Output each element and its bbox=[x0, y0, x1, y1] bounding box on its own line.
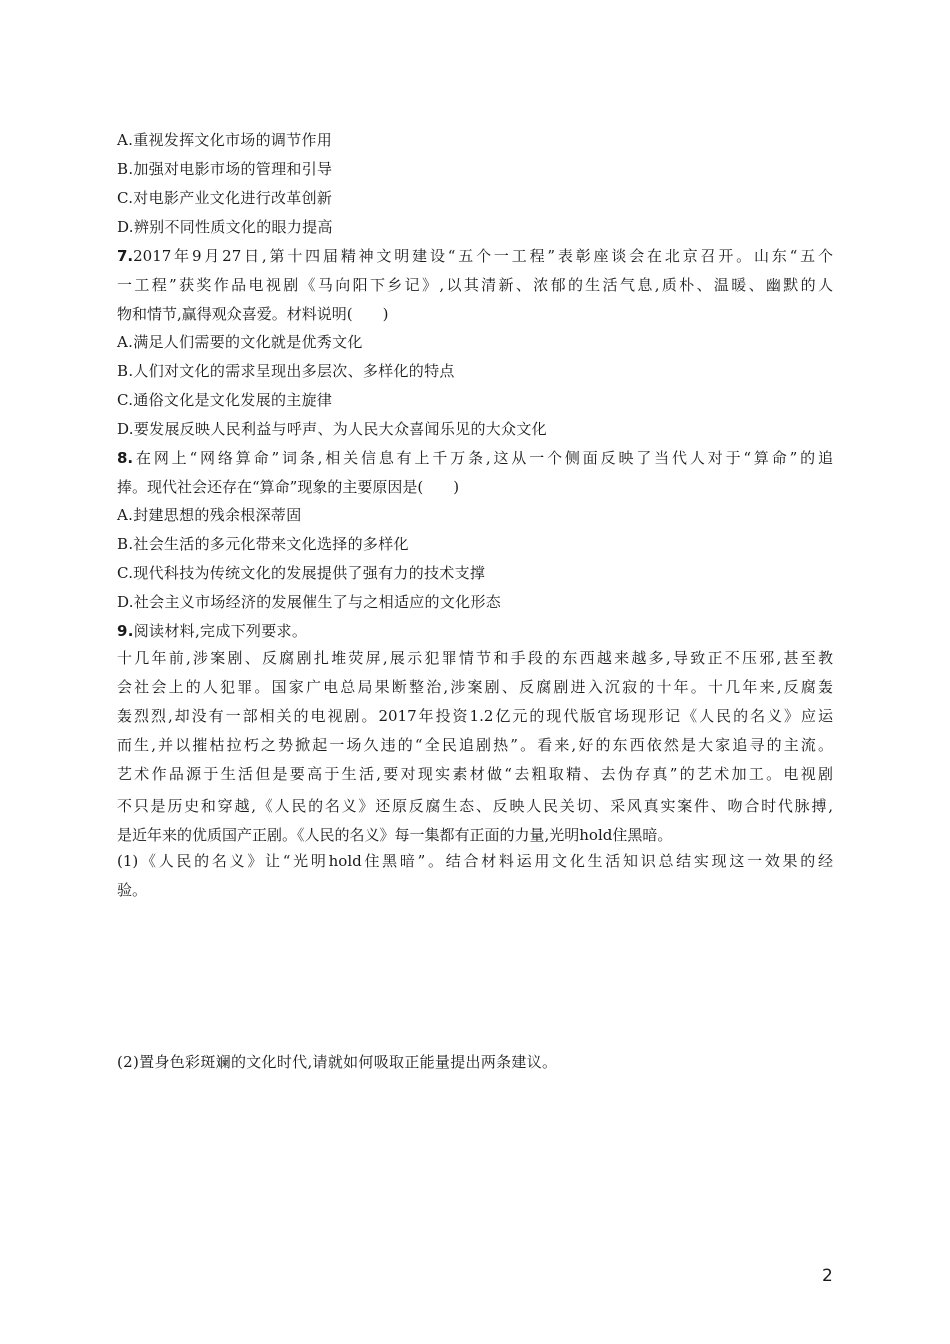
q9-stem: 9.阅读材料,完成下列要求。 bbox=[117, 622, 308, 640]
q6-option-c: C.对电影产业文化进行改革创新 bbox=[117, 189, 333, 207]
q7-number: 7. bbox=[117, 247, 134, 265]
q7-option-c: C.通俗文化是文化发展的主旋律 bbox=[117, 391, 333, 409]
q7-stem bbox=[117, 246, 833, 324]
q8-stem-line-2: 捧。现代社会还存在“算命”现象的主要原因是( ) bbox=[117, 478, 460, 496]
q8-stem bbox=[117, 448, 833, 497]
q7-stem-line-1: 7.2017年9月27日,第十四届精神文明建设“五个一工程”表彰座谈会在北京召开。山东“五个 bbox=[117, 247, 833, 265]
q8-option-d: D.社会主义市场经济的发展催生了与之相适应的文化形态 bbox=[117, 593, 502, 611]
q9-material-line-2: 会社会上的人犯罪。国家广电总局果断整治,涉案剧、反腐剧进入沉寂的十年。十几年来,反腐轰 bbox=[117, 678, 833, 696]
q8-option-a: A.封建思想的残余根深蒂固 bbox=[117, 506, 302, 524]
q7-stem-line-3: 物和情节,赢得观众喜爱。材料说明( ) bbox=[117, 305, 389, 323]
q7-stem-line-2: 一工程”获奖作品电视剧《马向阳下乡记》,以其清新、浓郁的生活气息,质朴、温暖、幽默的人 bbox=[117, 276, 833, 294]
q9-sub1-line-2: 验。 bbox=[117, 881, 148, 899]
q6-option-a: A.重视发挥文化市场的调节作用 bbox=[117, 131, 333, 149]
q6-option-d: D.辨别不同性质文化的眼力提高 bbox=[117, 218, 333, 236]
q9-material-line-1: 十几年前,涉案剧、反腐剧扎堆荧屏,展示犯罪情节和手段的东西越来越多,导致正不压邪,甚至教 bbox=[117, 649, 833, 667]
q9-material-line-5: 艺术作品源于生活但是要高于生活,要对现实素材做“去粗取精、去伪存真”的艺术加工。电视剧 bbox=[117, 765, 833, 783]
q9-material-line-4: 而生,并以摧枯拉朽之势掀起一场久违的“全民追剧热”。看来,好的东西依然是大家追寻的主流。 bbox=[117, 736, 833, 754]
q7-option-b: B.人们对文化的需求呈现出多层次、多样化的特点 bbox=[117, 362, 455, 380]
q9-number: 9. bbox=[117, 622, 134, 640]
q6-option-b: B.加强对电影市场的管理和引导 bbox=[117, 160, 333, 178]
q9-sub1-line-1: (1)《人民的名义》让“光明hold住黑暗”。结合材料运用文化生活知识总结实现这一效果的经 bbox=[117, 852, 833, 870]
q8-option-c: C.现代科技为传统文化的发展提供了强有力的技术支撑 bbox=[117, 564, 486, 582]
q9-material-line-3: 轰烈烈,却没有一部相关的电视剧。2017年投资1.2亿元的现代版官场现形记《人民的名义》应运 bbox=[117, 707, 833, 725]
page-number: 2 bbox=[822, 1266, 833, 1286]
q8-option-b: B.社会生活的多元化带来文化选择的多样化 bbox=[117, 535, 409, 553]
q9-material-line-6: 不只是历史和穿越,《人民的名义》还原反腐生态、反映人民关切、采风真实案件、吻合时代脉搏, bbox=[117, 797, 833, 815]
q9-material-line-7: 是近年来的优质国产正剧。《人民的名义》每一集都有正面的力量,光明hold住黑暗。 bbox=[117, 826, 673, 844]
q8-number: 8. bbox=[117, 449, 134, 467]
q7-option-a: A.满足人们需要的文化就是优秀文化 bbox=[117, 333, 363, 351]
q8-stem-line-1: 8.在网上“网络算命”词条,相关信息有上千万条,这从一个侧面反映了当代人对于“算命”的追 bbox=[117, 449, 833, 467]
q9-material bbox=[117, 648, 833, 845]
q9-sub2: (2)置身色彩斑斓的文化时代,请就如何吸取正能量提出两条建议。 bbox=[117, 1053, 558, 1071]
q7-option-d: D.要发展反映人民利益与呼声、为人民大众喜闻乐见的大众文化 bbox=[117, 420, 547, 438]
q9-sub1 bbox=[117, 851, 833, 900]
